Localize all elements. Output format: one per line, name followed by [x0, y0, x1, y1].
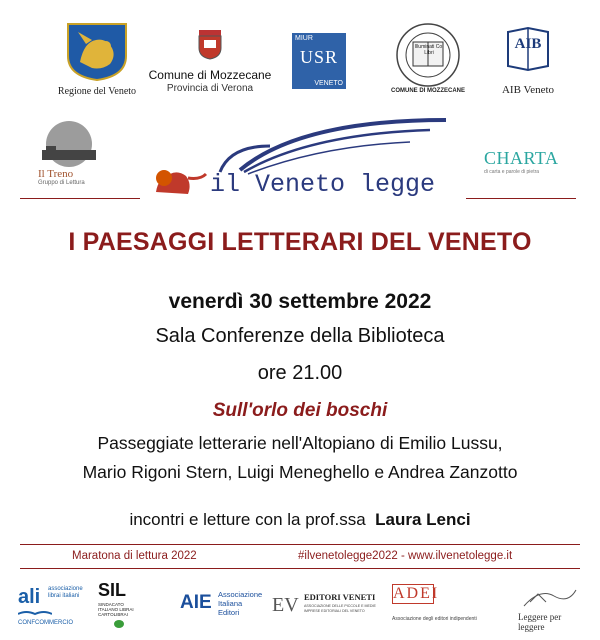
- lion-of-st-mark-icon: [66, 22, 128, 82]
- ev-wordmark: EV: [272, 594, 299, 616]
- ev-title: EDITORI VENETI: [304, 592, 376, 602]
- sil-green-dot: [114, 620, 124, 628]
- editori-veneti-logo: [272, 590, 382, 622]
- miur-top-label: MIUR: [295, 35, 313, 42]
- sil-wordmark: SIL: [98, 580, 127, 600]
- event-subtitle: Sull'orlo dei boschi: [212, 400, 388, 421]
- ali-book-icon: [18, 610, 52, 618]
- incontri-prefix: incontri e letture con la prof.ssa: [129, 510, 366, 529]
- charta-sub: di carta e parole di pietra: [484, 169, 540, 175]
- charta-logo: [484, 148, 576, 178]
- charta-wordmark: CHARTA: [484, 148, 559, 168]
- winged-lion-icon: [148, 156, 208, 200]
- ev-text: ASSOCIAZIONE DELLE PICCOLE E MEDIE IMPRESE EDITORIALI DEL VENETO: [304, 604, 376, 613]
- aie-text: Associazione Italiana Editori: [218, 590, 263, 617]
- comune-name: Comune di Mozzecane: [148, 68, 272, 82]
- veneto-legge-wordmark: il Veneto legge: [210, 170, 436, 199]
- event-title: I PAESAGGI LETTERARI DEL VENETO: [68, 228, 532, 256]
- comune-province: Provincia di Verona: [166, 83, 254, 94]
- sil-text: SINDACATO ITALIANO LIBRAI CARTOLIBRAI: [98, 602, 134, 617]
- adei-logo: [392, 584, 492, 628]
- maratona-label: Maratona di lettura 2022: [72, 550, 197, 562]
- treno-sub: Gruppo di Lettura: [38, 180, 85, 186]
- event-description-line1: Passeggiate letterarie nell'Altopiano di Emilio Lussu,: [97, 433, 503, 453]
- comune-logo: [145, 30, 275, 100]
- municipal-crest-icon: [196, 30, 224, 60]
- aib-logo: [498, 26, 558, 98]
- adei-wordmark: ADEI: [393, 585, 440, 602]
- aib-letters: AIB: [514, 36, 542, 52]
- right-rule: [466, 198, 576, 199]
- footer-top-rule: [20, 544, 580, 545]
- sil-logo: [98, 580, 146, 630]
- event-description-line2: Mario Rigoni Stern, Luigi Meneghello e Andrea Zanzotto: [82, 462, 518, 482]
- miur-logo: [292, 33, 346, 89]
- event-time: ore 21.00: [257, 362, 343, 384]
- speaker-name: Laura Lenci: [375, 510, 471, 529]
- adei-text: Associazione degli editori indipendenti: [392, 616, 477, 622]
- footer-bottom-rule: [20, 568, 580, 569]
- leggere-sketch-icon: [520, 584, 580, 610]
- hashtag-website: #ilvenetolegge2022 - www.ilvenetolegge.it: [298, 550, 513, 562]
- aib-label: AIB Veneto: [501, 84, 555, 96]
- event-date: venerdì 30 settembre 2022: [168, 290, 432, 313]
- aie-logo: [180, 590, 264, 620]
- event-speaker-line: [0, 510, 600, 530]
- biblioteca-bottom-label: COMUNE DI MOZZECANE: [391, 88, 465, 94]
- il-treno-logo: [34, 120, 104, 192]
- miur-bottom-label: VENETO: [314, 80, 343, 87]
- treno-name: Il Treno: [38, 168, 74, 180]
- aie-wordmark: AIE: [180, 592, 212, 613]
- left-rule: [20, 198, 140, 199]
- regione-veneto-logo: [52, 22, 142, 100]
- ali-logo: [14, 582, 94, 630]
- ali-sub: CONFCOMMERCIO: [18, 620, 73, 626]
- regione-label: Regione del Veneto: [57, 86, 137, 97]
- biblioteca-logo: [388, 22, 468, 98]
- book-pages-icon: [210, 116, 450, 178]
- leggere-logo: [514, 584, 586, 630]
- miur-letters: USR: [299, 47, 338, 67]
- ali-wordmark: ali: [18, 586, 41, 608]
- train-moon-icon: [38, 120, 100, 168]
- leggere-text: Leggere per leggere: [518, 612, 562, 632]
- event-venue: Sala Conferenze della Biblioteca: [155, 325, 445, 347]
- ali-text: associazione librai italiani: [48, 586, 83, 599]
- biblioteca-book-text: Illuminati Coi Libri: [414, 44, 444, 56]
